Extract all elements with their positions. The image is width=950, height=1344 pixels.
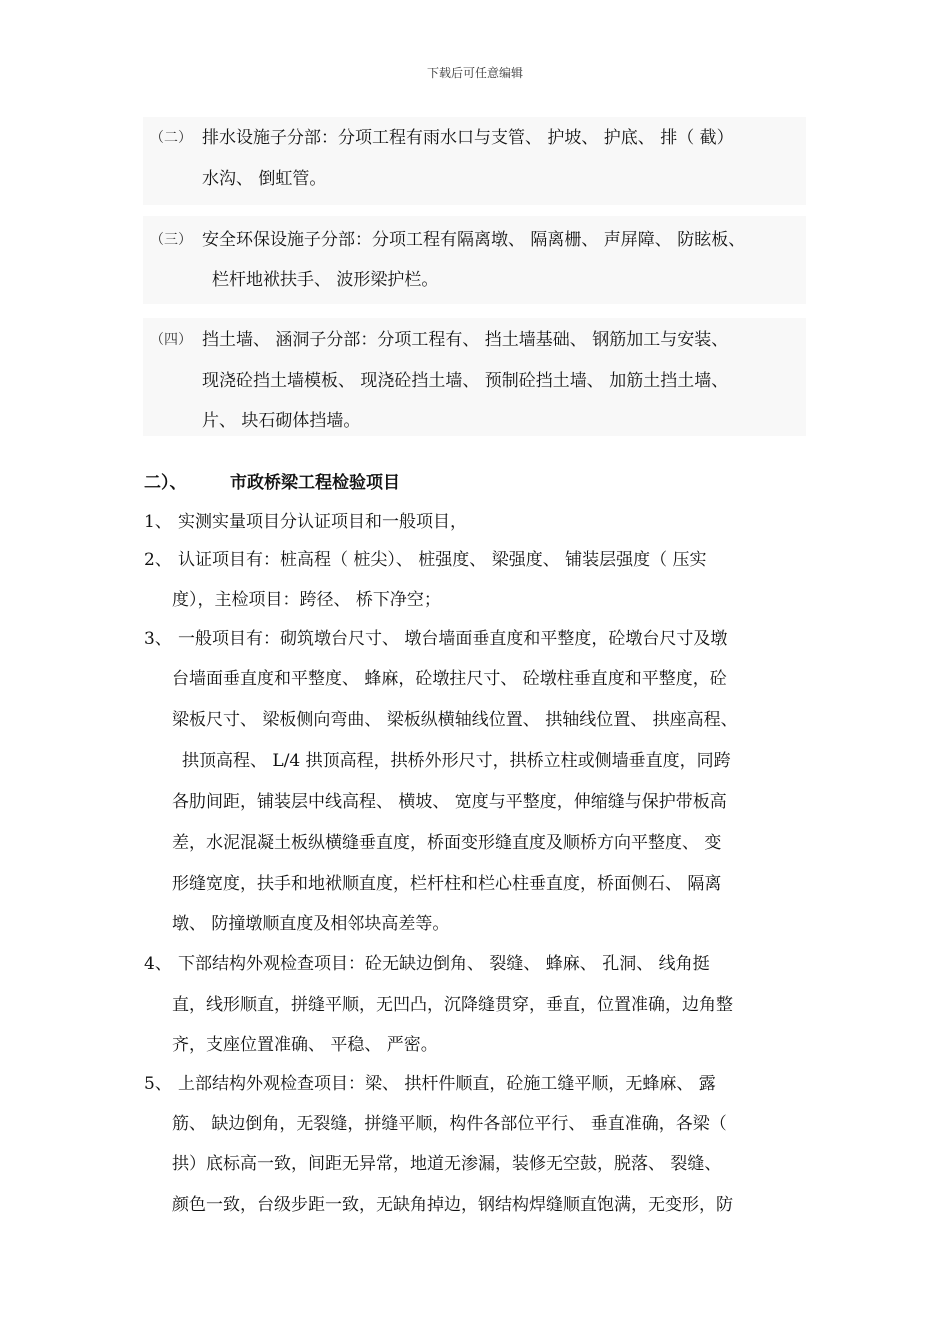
item-marker: 5、 <box>144 1074 172 1094</box>
item-line: 认证项目有：桩高程（ 桩尖）、 桩强度、 梁强度、 铺装层强度（ 压实 <box>178 550 707 570</box>
item-line: 梁板尺寸、 梁板侧向弯曲、 梁板纵横轴线位置、 拱轴线位置、 拱座高程、 <box>172 710 738 730</box>
item-line: 形缝宽度，扶手和地袱顺直度，栏杆柱和栏心柱垂直度，桥面侧石、 隔离 <box>172 874 722 894</box>
item-line: 齐，支座位置准确、 平稳、 严密。 <box>172 1035 438 1055</box>
item-marker: （四） <box>150 332 192 348</box>
item-line: 栏杆地袱扶手、 波形梁护栏。 <box>212 270 439 290</box>
item-line: 挡土墙、 涵洞子分部：分项工程有、 挡土墙基础、 钢筋加工与安装、 <box>202 330 729 350</box>
item-line: 墩、 防撞墩顺直度及相邻块高差等。 <box>172 914 450 934</box>
item-line: 差，水泥混凝土板纵横缝垂直度，桥面变形缝直度及顺桥方向平整度、 变 <box>172 833 722 853</box>
item-line: 各肋间距，铺装层中线高程、 横坡、 宽度与平整度，伸缩缝与保护带板高 <box>172 792 727 812</box>
item-line: 拱顶高程、 L/4 拱顶高程，拱桥外形尺寸，拱桥立柱或侧墙垂直度，同跨 <box>182 751 731 771</box>
item-line: 现浇砼挡土墙模板、 现浇砼挡土墙、 预制砼挡土墙、 加筋土挡土墙、 <box>202 371 729 391</box>
item-line: 水沟、 倒虹管。 <box>202 169 327 189</box>
item-marker: 1、 <box>144 512 172 532</box>
section-heading-marker: 二）、 <box>144 473 187 493</box>
item-line: 台墙面垂直度和平整度、 蜂麻，砼墩拄尺寸、 砼墩柱垂直度和平整度，砼 <box>172 669 727 689</box>
item-line: 直，线形顺直，拼缝平顺，无凹凸，沉降缝贯穿，垂直，位置准确，边角整 <box>172 995 733 1015</box>
item-line: 筋、 缺边倒角，无裂缝，拼缝平顺，构件各部位平行、 垂直准确，各梁（ <box>172 1114 727 1134</box>
item-line: 排水设施子分部：分项工程有雨水口与支管、 护坡、 护底、 排（ 截） <box>202 128 734 148</box>
item-line: 拱）底标高一致，间距无异常，地道无渗漏，装修无空鼓，脱落、 裂缝、 <box>172 1154 722 1174</box>
item-line: 实测实量项目分认证项目和一般项目， <box>178 512 467 532</box>
item-marker: 4、 <box>144 954 172 974</box>
item-marker: 3、 <box>144 629 172 649</box>
item-line: 上部结构外观检查项目：梁、 拱杆件顺直，砼施工缝平顺，无蜂麻、 露 <box>178 1074 716 1094</box>
item-line: 安全环保设施子分部：分项工程有隔离墩、 隔离栅、 声屏障、 防眩板、 <box>202 230 746 250</box>
item-line: 度），主检项目：跨径、 桥下净空； <box>172 590 441 610</box>
item-marker: （三） <box>150 232 192 248</box>
item-line: 颜色一致，台级步距一致，无缺角掉边，钢结构焊缝顺直饱满，无变形，防 <box>172 1195 733 1215</box>
item-marker: 2、 <box>144 550 172 570</box>
page-header: 下载后可任意编辑 <box>426 66 523 80</box>
item-line: 下部结构外观检查项目：砼无缺边倒角、 裂缝、 蜂麻、 孔洞、 线角挺 <box>178 954 710 974</box>
section-heading: 市政桥梁工程检验项目 <box>230 473 400 493</box>
item-marker: （二） <box>150 130 192 146</box>
item-line: 片、 块石砌体挡墙。 <box>202 411 361 431</box>
item-line: 一般项目有：砌筑墩台尺寸、 墩台墙面垂直度和平整度，砼墩台尺寸及墩 <box>178 629 728 649</box>
